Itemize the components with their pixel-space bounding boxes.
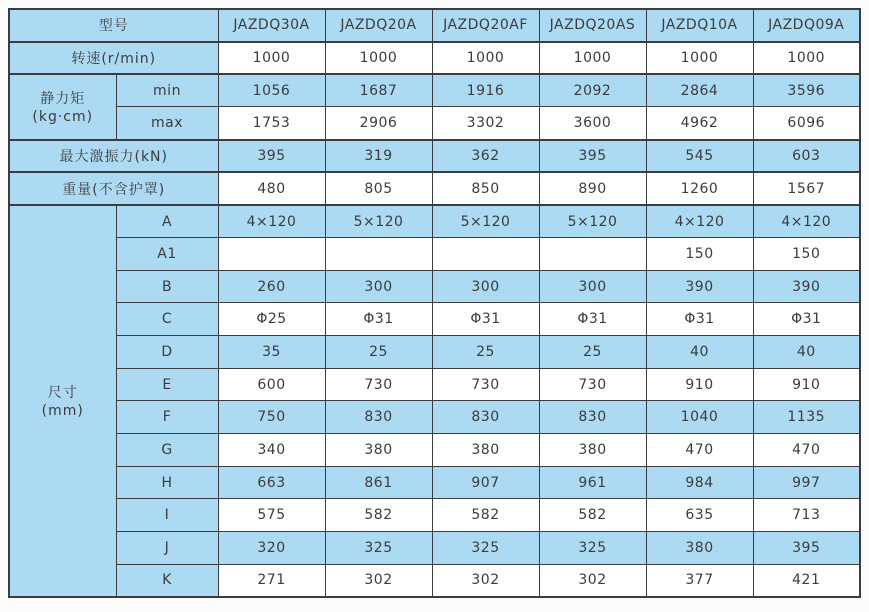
row-speed (9, 42, 860, 75)
dim-value-cell: 582 (539, 499, 646, 532)
dim-value-cell: 907 (432, 466, 539, 499)
dim-value-cell: 35 (218, 336, 325, 369)
dim-value-cell: 470 (753, 434, 860, 467)
dim-value-cell: 4×120 (753, 205, 860, 238)
dim-value-cell: 4×120 (646, 205, 753, 238)
speed-value-cell: 1000 (432, 42, 539, 75)
dim-value-cell (539, 238, 646, 271)
dim-value-cell: Φ31 (539, 303, 646, 336)
weight-value-cell: 850 (432, 172, 539, 205)
dim-key-cell: C (116, 303, 218, 336)
dim-value-cell: 663 (218, 466, 325, 499)
torque-min-cell: 3596 (753, 74, 860, 107)
force-row-label: 最大激振力(kN) (9, 140, 218, 173)
dim-value-cell: 1135 (753, 401, 860, 434)
row-dim-H (9, 466, 860, 499)
model-name-cell: JAZDQ20A (325, 9, 432, 42)
dim-value-cell (432, 238, 539, 271)
dim-value-cell: 380 (646, 532, 753, 565)
row-dim-C (9, 303, 860, 336)
dim-value-cell: 271 (218, 564, 325, 597)
torque-min-cell: 2092 (539, 74, 646, 107)
dim-key-cell: D (116, 336, 218, 369)
row-dim-A1 (9, 238, 860, 271)
dim-value-cell: 390 (753, 270, 860, 303)
dim-value-cell: 380 (325, 434, 432, 467)
speed-value-cell: 1000 (325, 42, 432, 75)
dim-key-cell: H (116, 466, 218, 499)
dim-key-cell: I (116, 499, 218, 532)
dim-value-cell: 730 (539, 368, 646, 401)
force-value-cell: 395 (218, 140, 325, 173)
row-model-header (9, 9, 860, 42)
dim-value-cell: 377 (646, 564, 753, 597)
dims-label-text: 尺寸 (47, 385, 78, 402)
torque-max-label: max (116, 107, 218, 140)
row-torque-max (9, 107, 860, 140)
dim-value-cell (218, 238, 325, 271)
row-force (9, 140, 860, 173)
dim-value-cell: Φ31 (753, 303, 860, 336)
weight-row-label: 重量(不含护罩) (9, 172, 218, 205)
model-name-cell: JAZDQ09A (753, 9, 860, 42)
dim-key-cell: E (116, 368, 218, 401)
dim-value-cell: 25 (432, 336, 539, 369)
dim-value-cell: 5×120 (432, 205, 539, 238)
dim-value-cell: 582 (325, 499, 432, 532)
dim-value-cell: 340 (218, 434, 325, 467)
dim-value-cell: 260 (218, 270, 325, 303)
torque-max-cell: 6096 (753, 107, 860, 140)
dim-value-cell: Φ25 (218, 303, 325, 336)
force-value-cell: 545 (646, 140, 753, 173)
force-value-cell: 319 (325, 140, 432, 173)
dim-value-cell: 1040 (646, 401, 753, 434)
torque-max-cell: 1753 (218, 107, 325, 140)
dim-key-cell: J (116, 532, 218, 565)
row-dim-K (9, 564, 860, 597)
torque-min-cell: 1687 (325, 74, 432, 107)
dim-value-cell: 910 (646, 368, 753, 401)
model-name-cell: JAZDQ20AF (432, 9, 539, 42)
dim-value-cell: 325 (432, 532, 539, 565)
torque-unit-text: (kg·cm) (32, 109, 94, 126)
torque-max-cell: 4962 (646, 107, 753, 140)
spec-table (8, 8, 861, 598)
dim-value-cell: 730 (432, 368, 539, 401)
dim-value-cell: 302 (539, 564, 646, 597)
dim-value-cell: 470 (646, 434, 753, 467)
torque-max-cell: 3302 (432, 107, 539, 140)
dim-value-cell: Φ31 (646, 303, 753, 336)
speed-value-cell: 1000 (539, 42, 646, 75)
weight-value-cell: 805 (325, 172, 432, 205)
dim-value-cell: Φ31 (432, 303, 539, 336)
row-dim-B (9, 270, 860, 303)
dim-key-cell: K (116, 564, 218, 597)
dim-value-cell: 380 (539, 434, 646, 467)
speed-value-cell: 1000 (646, 42, 753, 75)
row-weight (9, 172, 860, 205)
row-dim-I (9, 499, 860, 532)
weight-value-cell: 480 (218, 172, 325, 205)
row-dim-D (9, 336, 860, 369)
torque-min-cell: 2864 (646, 74, 753, 107)
dim-value-cell: 325 (539, 532, 646, 565)
dim-value-cell: 830 (432, 401, 539, 434)
dim-key-cell: A1 (116, 238, 218, 271)
torque-min-cell: 1056 (218, 74, 325, 107)
dim-value-cell: 830 (539, 401, 646, 434)
model-name-cell: JAZDQ30A (218, 9, 325, 42)
dim-value-cell: 380 (432, 434, 539, 467)
row-torque-min (9, 74, 860, 107)
dim-value-cell: 730 (325, 368, 432, 401)
torque-label-text: 静力矩 (40, 91, 86, 108)
dim-value-cell: 302 (325, 564, 432, 597)
row-dim-A (9, 205, 860, 238)
dim-value-cell: 325 (325, 532, 432, 565)
dim-value-cell: 984 (646, 466, 753, 499)
row-dim-E (9, 368, 860, 401)
dim-value-cell: 25 (325, 336, 432, 369)
dim-value-cell: 5×120 (539, 205, 646, 238)
dim-value-cell (325, 238, 432, 271)
dim-value-cell: 635 (646, 499, 753, 532)
dim-value-cell: 40 (646, 336, 753, 369)
model-name-cell: JAZDQ10A (646, 9, 753, 42)
dim-value-cell: Φ31 (325, 303, 432, 336)
force-value-cell: 395 (539, 140, 646, 173)
dim-value-cell: 300 (325, 270, 432, 303)
dim-value-cell: 302 (432, 564, 539, 597)
torque-min-label: min (116, 74, 218, 107)
dims-row-label (9, 205, 116, 597)
dim-value-cell: 961 (539, 466, 646, 499)
speed-value-cell: 1000 (753, 42, 860, 75)
dim-value-cell: 997 (753, 466, 860, 499)
torque-row-label (9, 74, 116, 139)
dim-key-cell: G (116, 434, 218, 467)
dim-value-cell: 300 (432, 270, 539, 303)
dims-unit-text: (mm) (41, 403, 84, 420)
dim-value-cell: 150 (753, 238, 860, 271)
row-dim-G (9, 434, 860, 467)
dim-value-cell: 390 (646, 270, 753, 303)
dim-value-cell: 582 (432, 499, 539, 532)
torque-max-cell: 3600 (539, 107, 646, 140)
dim-value-cell: 150 (646, 238, 753, 271)
dim-value-cell: 861 (325, 466, 432, 499)
dim-value-cell: 300 (539, 270, 646, 303)
dim-value-cell: 40 (753, 336, 860, 369)
force-value-cell: 362 (432, 140, 539, 173)
weight-value-cell: 1567 (753, 172, 860, 205)
weight-value-cell: 890 (539, 172, 646, 205)
dim-value-cell: 5×120 (325, 205, 432, 238)
row-dim-F (9, 401, 860, 434)
dim-key-cell: A (116, 205, 218, 238)
dim-value-cell: 600 (218, 368, 325, 401)
dim-value-cell: 320 (218, 532, 325, 565)
torque-max-cell: 2906 (325, 107, 432, 140)
dim-key-cell: F (116, 401, 218, 434)
model-name-cell: JAZDQ20AS (539, 9, 646, 42)
dim-key-cell: B (116, 270, 218, 303)
weight-value-cell: 1260 (646, 172, 753, 205)
dim-value-cell: 713 (753, 499, 860, 532)
dim-value-cell: 25 (539, 336, 646, 369)
torque-min-cell: 1916 (432, 74, 539, 107)
model-row-label: 型号 (9, 9, 218, 42)
force-value-cell: 603 (753, 140, 860, 173)
dim-value-cell: 421 (753, 564, 860, 597)
dim-value-cell: 830 (325, 401, 432, 434)
speed-value-cell: 1000 (218, 42, 325, 75)
dim-value-cell: 4×120 (218, 205, 325, 238)
dim-value-cell: 910 (753, 368, 860, 401)
row-dim-J (9, 532, 860, 565)
speed-row-label: 转速(r/min) (9, 42, 218, 75)
dim-value-cell: 395 (753, 532, 860, 565)
dim-value-cell: 575 (218, 499, 325, 532)
dim-value-cell: 750 (218, 401, 325, 434)
